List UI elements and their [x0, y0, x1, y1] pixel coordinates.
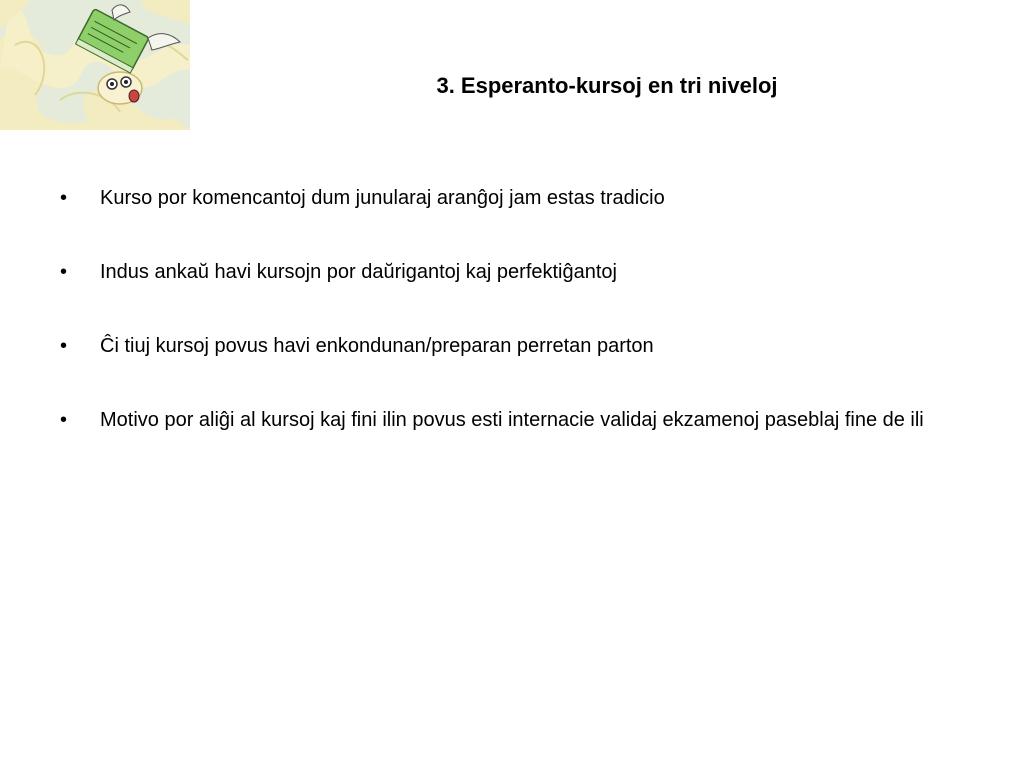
bullet-item	[58, 332, 978, 361]
bullet-symbol: •	[60, 261, 68, 283]
bullet-list	[58, 184, 978, 480]
bullet-symbol: •	[60, 335, 68, 357]
bullet-item	[58, 406, 978, 435]
esperanto-book-cartoon-icon	[0, 0, 190, 130]
slide-title: 3. Esperanto-kursoj en tri niveloj	[436, 73, 778, 98]
bullet-text: Kurso por komencantoj dum junularaj aranĝoj jam estas tradicio	[100, 187, 665, 209]
bullet-symbol: •	[60, 187, 68, 209]
bullet-text: Ĉi tiuj kursoj povus havi enkondunan/preparan perretan parton	[100, 335, 654, 357]
bullet-symbol: •	[60, 409, 68, 431]
bullet-item	[58, 258, 978, 287]
bullet-text: Indus ankaŭ havi kursojn por daŭrigantoj kaj perfektiĝantoj	[100, 261, 617, 283]
bullet-item	[58, 184, 978, 213]
bullet-text: Motivo por aliĝi al kursoj kaj fini ilin povus esti internacie validaj ekzamenoj paseblaj fine de ili	[100, 409, 924, 431]
